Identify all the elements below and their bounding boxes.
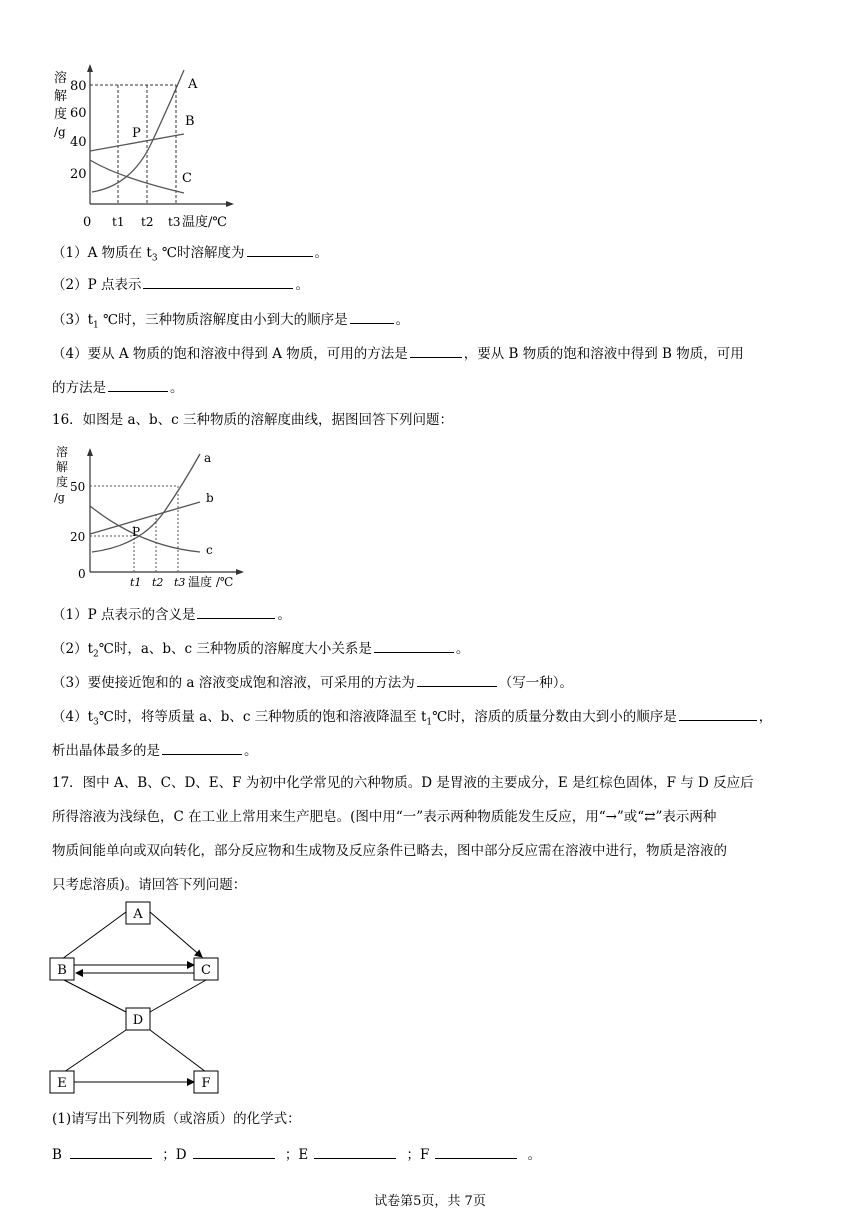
x-tick-label: t3 [174, 576, 186, 589]
x-tick-label: t1 [130, 576, 142, 589]
y-tick-label: 0 [78, 567, 86, 581]
curve-c [90, 160, 184, 193]
answer-blank-d[interactable] [193, 1144, 275, 1159]
q15-item-4-cont: 的方法是 。 [52, 377, 184, 397]
curve-label-b: b [206, 491, 214, 505]
link-d-f [150, 1030, 206, 1072]
answer-blank-b[interactable] [70, 1144, 152, 1159]
curve-label-c: c [206, 543, 213, 557]
q16-item-3: （3）要使接近饱和的 a 溶液变成饱和溶液，可采用的方法为 （写一种）。 [52, 672, 573, 692]
y-tick-label: 40 [70, 135, 87, 150]
x-axis-label: 温度 /℃ [188, 575, 234, 589]
q17-paragraph-line: 所得溶液为浅绿色，C 在工业上常用来生产肥皂。(图中用“一”表示两种物质能发生反应，用“→”或“⇄”表示两种 [52, 809, 717, 825]
y-axis-label-char: 溶 [54, 71, 68, 86]
x-tick-label: t2 [141, 215, 154, 229]
q16-item-2: $(2)t_2℃$时，a、b、c 三种物质的溶解度大小关系是 。 [52, 638, 469, 664]
x-tick-label: 0 [83, 215, 92, 230]
y-tick-label: 20 [70, 167, 87, 182]
answer-blank[interactable] [162, 740, 242, 755]
y-tick-label: 50 [70, 480, 86, 494]
y-tick-label: 20 [70, 530, 86, 544]
node-d-label: D [132, 1013, 144, 1028]
y-axis-label-char: 溶 [56, 445, 69, 459]
answer-blank[interactable] [374, 638, 454, 653]
y-axis-label-char: /g [54, 491, 65, 504]
page-footer: 试卷第5页，共 7页 [374, 1194, 486, 1209]
y-tick-label: 80 [70, 79, 87, 94]
curve-label-a: a [204, 451, 212, 465]
point-label-p: P [132, 525, 141, 539]
x-axis-label: 温度/℃ [182, 215, 227, 230]
q15-item-2: （2）P 点表示 。 [52, 274, 309, 294]
link-d-e [64, 1030, 126, 1072]
curve-label-c: C [182, 171, 192, 186]
answer-blank[interactable] [143, 274, 293, 289]
solubility-chart-1 [50, 62, 240, 234]
q15-item-1: （1）A 物质在 $t_3$ ℃时溶解度为 。 [52, 242, 328, 268]
answer-blank[interactable] [350, 309, 394, 324]
node-a-label: A [133, 907, 143, 922]
curve-label-a: A [188, 77, 198, 92]
x-axis-arrow [236, 569, 244, 575]
q17-paragraph-line: 物质间能单向或双向转化，部分反应物和生成物及反应条件已略去，图中部分反应需在溶液中进行，物质是溶液的 [52, 843, 727, 859]
y-axis-label-char: 度 [54, 107, 68, 122]
q16-intro: 16．如图是 a、b、c 三种物质的溶解度曲线，据图回答下列问题： [52, 412, 454, 428]
node-f-label: F [201, 1076, 211, 1091]
answer-blank[interactable] [197, 604, 275, 619]
x-axis-arrow [226, 201, 234, 207]
q16-item-4: $(4)t_3℃$时，将等质量 a、b、c 三种物质的饱和溶液降温至 $t_1℃$时，溶质的质量分数由大到小的顺序是 ， [52, 706, 772, 732]
answer-blank[interactable] [410, 343, 462, 358]
curve-label-b: B [185, 114, 195, 129]
y-axis-label-char: 度 [56, 475, 69, 489]
link-b-d [64, 980, 126, 1012]
q15-item-4: （4）要从 A 物质的饱和溶液中得到 A 物质，可用的方法是 ，要从 B 物质的饱和溶液中得到 B 物质，可用 [52, 343, 744, 363]
node-c-label: C [201, 963, 211, 978]
link-c-d [150, 980, 206, 1012]
y-tick-label: 60 [70, 106, 87, 121]
q16-item-4-cont: 析出晶体最多的是 。 [52, 740, 258, 760]
curve-a [92, 454, 200, 552]
link-a-b [62, 912, 126, 959]
x-tick-label: t2 [152, 576, 164, 589]
y-axis-arrow [87, 64, 93, 72]
node-e-label: E [57, 1076, 67, 1091]
y-axis-label-char: /g [54, 125, 66, 139]
y-axis-arrow [87, 448, 93, 456]
solubility-chart-2 [50, 442, 250, 592]
q15-item-3: $(3)t_1$ ℃时，三种物质溶解度由小到大的顺序是 。 [52, 309, 409, 335]
answer-blank-e[interactable] [314, 1144, 396, 1159]
answer-blank[interactable] [108, 377, 168, 392]
reaction-diagram [46, 900, 226, 1098]
x-tick-label: t1 [112, 215, 125, 229]
point-label-p: P [132, 126, 141, 141]
arrow-a-c [150, 912, 202, 957]
q16-item-1: （1）P 点表示的含义是 。 [52, 604, 291, 624]
q17-sub-1: (1)请写出下列物质（或溶质）的化学式： [52, 1111, 301, 1127]
node-b-label: B [57, 963, 67, 978]
answer-blank-f[interactable] [435, 1144, 517, 1159]
q17-paragraph-line: 17．图中 A、B、C、D、E、F 为初中化学常见的六种物质。D 是胃液的主要成分，E 是红棕色固体，F 与 D 反应后 [52, 775, 754, 791]
q17-paragraph-line: 只考虑溶质)。请回答下列问题： [52, 877, 247, 893]
answer-blank[interactable] [247, 242, 313, 257]
y-axis-label-char: 解 [56, 460, 69, 474]
x-tick-label: t3 [168, 215, 181, 229]
answer-blank[interactable] [417, 672, 497, 687]
y-axis-label-char: 解 [54, 89, 68, 104]
answer-blank[interactable] [679, 706, 757, 721]
q17-formula-blanks: B ；D ；E ；F 。 [52, 1144, 541, 1164]
